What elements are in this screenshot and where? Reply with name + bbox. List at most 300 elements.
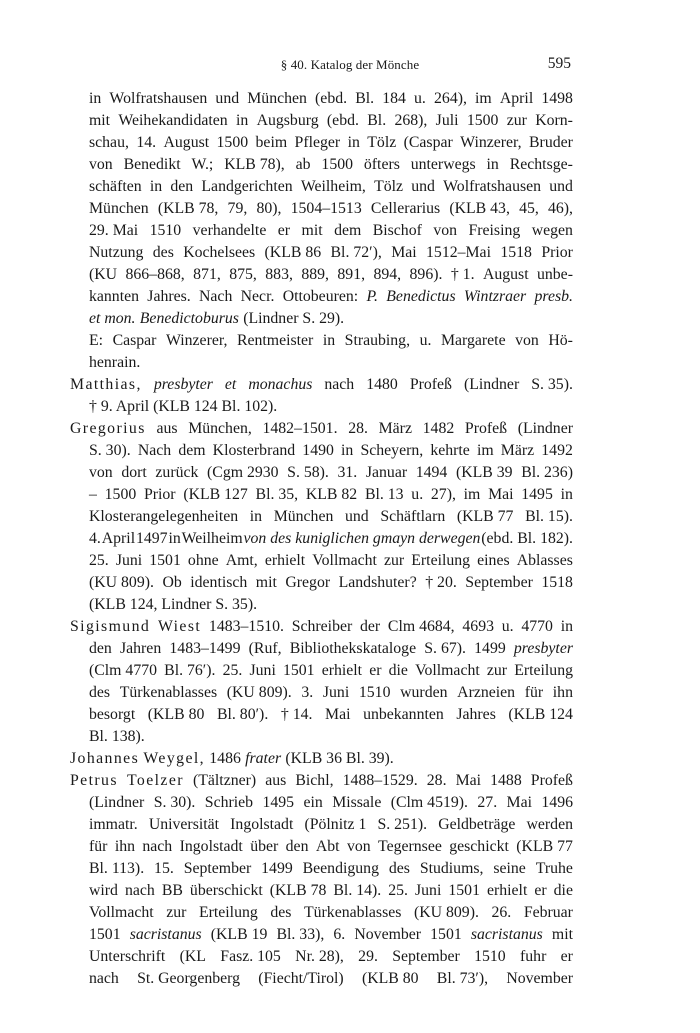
text-word: Freising: [468, 222, 521, 239]
text-word: KLB 82: [305, 486, 358, 503]
text-word: (KLB 86: [264, 244, 322, 261]
text-word: öfters: [363, 156, 400, 173]
text-word: 1501: [448, 882, 480, 899]
text-word: 896).: [409, 266, 443, 283]
text-word: Juni: [249, 662, 276, 679]
text-word: er: [534, 882, 547, 899]
text-word: † 9. April (KLB 124 Bl. 102).: [89, 398, 278, 415]
text-line: [70, 902, 573, 924]
text-word: 1498: [541, 90, 573, 107]
text-word: 4770: [521, 618, 553, 635]
text-word: (KLB 80: [361, 970, 419, 987]
text-word: Klosterangelegenheiten: [89, 508, 239, 525]
text-word: Bichl,: [295, 772, 334, 789]
text-word: aus: [265, 772, 287, 789]
text-word: 1492: [541, 442, 573, 459]
text-word: Universität: [148, 816, 220, 833]
text-word: er: [560, 948, 573, 965]
text-word: September: [183, 860, 252, 877]
text-word: BB: [161, 882, 183, 899]
text-word: 1510: [474, 948, 506, 965]
text-word: Ingolstadt: [179, 838, 243, 855]
text-word: 3.: [301, 684, 314, 701]
text-word: mit: [89, 112, 111, 129]
text-word: (Clm 4519).: [390, 794, 468, 811]
text-word: 1486: [209, 750, 241, 767]
text-word: S. 30).: [89, 442, 131, 459]
text-word: überschickt: [189, 882, 263, 899]
text-word: in: [560, 618, 573, 635]
text-word: München,: [188, 420, 252, 437]
text-word: Gregor: [285, 574, 331, 591]
text-word: Landgerichten: [201, 178, 293, 195]
text-word: 894,: [373, 266, 402, 283]
text-word: mit: [551, 926, 573, 943]
text-word: mit: [301, 222, 323, 239]
text-word: 184: [382, 90, 406, 107]
text-word: 1500: [216, 134, 249, 151]
text-line: [70, 88, 573, 110]
text-word: nach: [124, 882, 155, 899]
text-word: S. 35).: [531, 376, 573, 393]
text-word: Türkenablasses: [304, 904, 402, 921]
text-word: S. 58).: [287, 464, 329, 481]
text-word: des: [152, 244, 174, 261]
text-word: unbekannten: [363, 706, 444, 723]
text-word: Vollmacht: [89, 904, 154, 921]
italic-term: P.: [366, 288, 378, 305]
text-word: Bl. 15).: [525, 508, 573, 525]
text-word: St. Georgenberg: [137, 970, 241, 987]
text-word: Tölz: [374, 178, 404, 195]
text-word: 866–868,: [125, 266, 185, 283]
text-word: 25.: [89, 552, 109, 569]
text-word: September: [392, 948, 460, 965]
text-line: [70, 176, 573, 198]
text-word: (KLB 127: [183, 486, 248, 503]
text-line: [70, 594, 573, 616]
text-word: (KLB 77: [516, 838, 573, 855]
text-line: [70, 308, 573, 330]
text-word: 891,: [337, 266, 366, 283]
text-word: 28.: [348, 420, 368, 437]
italic-term: presbyter: [513, 640, 573, 657]
text-word: 45,: [519, 200, 539, 217]
text-word: Vollmacht: [312, 552, 377, 569]
text-word: nach: [142, 838, 173, 855]
text-word: Missale: [332, 794, 382, 811]
text-word: in: [560, 486, 573, 503]
entry-first-line: [70, 418, 573, 440]
text-word: Erteilung: [411, 552, 471, 569]
text-word: in: [486, 156, 499, 173]
text-word: 27.: [477, 794, 498, 811]
text-word: beim: [255, 134, 288, 151]
monk-name: Toelzer: [126, 772, 184, 789]
text-word: Februar: [523, 904, 573, 921]
text-word: von: [433, 222, 458, 239]
text-word: Tegernsee: [378, 838, 442, 855]
text-word: 26.: [491, 904, 512, 921]
text-word: (KLB 43,: [449, 200, 510, 217]
text-word: (Pölnitz 1: [304, 816, 367, 833]
text-word: unterwegs: [410, 156, 476, 173]
text-word: † 20.: [425, 574, 457, 591]
text-line: [70, 528, 573, 550]
text-word: ein: [303, 794, 323, 811]
text-word: Kochelsees: [183, 244, 256, 261]
text-word: dem: [334, 222, 362, 239]
monk-name: Matthias,: [70, 376, 142, 393]
text-line: [70, 396, 573, 418]
text-word: Benedikt: [123, 156, 181, 173]
text-word: (KLB 39: [455, 464, 513, 481]
monk-name: Gregorius: [70, 420, 146, 437]
text-line: [70, 132, 573, 154]
text-word: erhielt: [264, 552, 306, 569]
text-word: Mai: [455, 772, 482, 789]
text-line: [70, 968, 573, 990]
text-word: des: [89, 684, 111, 701]
text-word: 25.: [388, 882, 408, 899]
text-word: 1501: [89, 926, 121, 943]
text-line: [70, 440, 573, 462]
text-word: (KLB 80: [147, 706, 205, 723]
text-word: Klosterbrand: [212, 442, 296, 459]
text-word: über: [250, 838, 279, 855]
text-word: 46),: [547, 200, 573, 217]
italic-term: Benedictoburus: [139, 310, 239, 327]
text-word: 6.: [333, 926, 346, 943]
text-word: Bl. 76′).: [164, 662, 216, 679]
text-word: (KL: [179, 948, 206, 965]
text-word: Necr.: [240, 288, 275, 305]
text-word: 883,: [265, 266, 293, 283]
text-word: Beendigung: [302, 860, 379, 877]
text-word: Ingolstadt: [230, 816, 294, 833]
text-word: Korn-: [535, 112, 573, 129]
text-word: Weilheim: [181, 530, 243, 547]
text-word: ihn: [552, 684, 573, 701]
text-word: die: [553, 882, 573, 899]
text-word: und: [215, 90, 240, 107]
text-word: (Lindner: [463, 376, 520, 393]
text-word: 14.: [136, 134, 157, 151]
catalog-text-body: [70, 88, 573, 990]
text-word: er: [277, 222, 291, 239]
text-word: (KU 809).: [413, 904, 479, 921]
text-word: Schreiber: [291, 618, 353, 635]
text-word: Tölz: [367, 134, 397, 151]
text-word: (Tältzner): [193, 772, 257, 789]
text-word: 1494: [415, 464, 448, 481]
monk-name: Johannes: [70, 750, 140, 767]
text-word: 1496: [541, 794, 573, 811]
text-word: Bl. 33),: [276, 926, 325, 943]
text-word: zurück: [155, 464, 199, 481]
text-word: ihn: [114, 838, 135, 855]
text-word: der: [360, 618, 381, 635]
text-word: Erteilung: [514, 662, 573, 679]
text-word: Nr. 28),: [295, 948, 344, 965]
text-line: [70, 660, 573, 682]
text-word: Hö-: [548, 332, 573, 349]
text-word: 1490: [302, 442, 334, 459]
text-line: [70, 946, 573, 968]
text-word: 29. Mai: [89, 222, 139, 239]
text-word: eines: [477, 552, 510, 569]
text-word: 1500: [104, 486, 137, 503]
text-word: immatr.: [89, 816, 138, 833]
text-word: Mai: [325, 706, 351, 723]
text-word: Rentmeister: [236, 332, 314, 349]
monk-name: Petrus: [70, 772, 118, 789]
text-line: [70, 924, 573, 946]
text-word: Geldbeträge: [438, 816, 516, 833]
text-line: [70, 154, 573, 176]
text-line: [70, 792, 573, 814]
text-word: Juli: [435, 112, 459, 129]
text-word: 31.: [337, 464, 358, 481]
text-line: [70, 704, 573, 726]
text-word: 1480: [366, 376, 398, 393]
entry-first-line: [70, 770, 573, 792]
text-word: u.: [411, 486, 424, 503]
text-word: E:: [89, 332, 104, 349]
text-word: 1497: [135, 530, 168, 547]
text-word: März: [378, 420, 412, 437]
text-word: Mai: [506, 794, 532, 811]
text-word: Weilheim,: [300, 178, 366, 195]
text-word: zur: [486, 662, 508, 679]
text-word: dem: [178, 442, 206, 459]
text-word: (Fiecht/Tirol): [258, 970, 344, 987]
text-line: [70, 220, 573, 242]
text-word: 4.: [89, 530, 101, 547]
text-word: Mai: [488, 486, 514, 503]
text-word: Jahres.: [147, 288, 191, 305]
text-word: von: [89, 464, 113, 481]
text-word: W.;: [191, 156, 214, 173]
text-word: von: [346, 838, 371, 855]
text-word: (KU 809).: [226, 684, 292, 701]
text-word: 1510: [358, 684, 391, 701]
text-word: 1495: [262, 794, 295, 811]
text-word: September: [465, 574, 533, 591]
text-word: Schrieb: [204, 794, 254, 811]
text-word: er: [369, 662, 382, 679]
text-word: seine: [493, 860, 526, 877]
text-word: 80),: [256, 200, 282, 217]
text-word: (Ruf,: [248, 640, 282, 657]
text-word: 1499: [261, 860, 293, 877]
text-word: Jahren: [119, 640, 162, 657]
text-word: Augsburg: [256, 112, 319, 129]
text-line: [70, 330, 573, 352]
text-word: Juni: [322, 684, 350, 701]
text-line: [70, 110, 573, 132]
text-word: Bl. 236): [521, 464, 573, 481]
text-line: [70, 550, 573, 572]
text-word: ab: [295, 156, 311, 173]
text-word: (ebd.: [326, 112, 359, 129]
text-word: November: [354, 926, 422, 943]
text-word: (Clm 4770: [89, 662, 158, 679]
text-word: und: [344, 508, 369, 525]
text-word: (KLB 124, Lindner S. 35).: [89, 596, 258, 613]
text-line: [70, 462, 573, 484]
text-word: Landshuter?: [338, 574, 417, 591]
text-word: identisch: [190, 574, 248, 591]
text-word: Bl. 138).: [89, 728, 145, 745]
text-word: im: [475, 90, 492, 107]
text-word: und: [411, 178, 435, 195]
text-word: 1488: [490, 772, 522, 789]
text-word: für: [524, 684, 544, 701]
text-line: [70, 814, 573, 836]
text-word: 1499: [474, 640, 506, 657]
text-word: (KLB 78: [269, 882, 327, 899]
text-word: (Caspar: [403, 134, 453, 151]
text-word: November: [506, 970, 573, 987]
text-word: Bl. 73′),: [436, 970, 489, 987]
text-word: 889,: [301, 266, 329, 283]
text-word: (ebd. Bl. 182).: [481, 530, 573, 547]
text-word: Bl. 80′).: [216, 706, 269, 723]
text-word: 28.: [426, 772, 447, 789]
text-word: 875,: [229, 266, 257, 283]
text-word: 1483–1499: [169, 640, 241, 657]
text-word: dort: [121, 464, 147, 481]
text-word: S. 30).: [153, 794, 196, 811]
text-word: im: [463, 486, 481, 503]
text-word: (ebd.: [315, 90, 348, 107]
text-word: zur: [384, 552, 405, 569]
italic-term: Benedictus: [386, 288, 456, 305]
text-word: Ottobeuren:: [282, 288, 359, 305]
text-word: –: [89, 486, 97, 503]
text-word: und: [549, 178, 573, 195]
text-word: Nach: [137, 442, 172, 459]
text-word: schau,: [89, 134, 129, 151]
text-word: u.: [414, 90, 426, 107]
text-word: KLB 78),: [224, 156, 285, 173]
text-word: Jahres: [456, 706, 496, 723]
text-word: (KLB 78,: [157, 200, 219, 217]
text-word: 4693: [462, 618, 494, 635]
text-word: besorgt: [89, 706, 136, 723]
text-word: Juni: [115, 552, 143, 569]
text-word: Studiums,: [419, 860, 484, 877]
text-word: den: [285, 838, 309, 855]
italic-term: sacristanus: [470, 926, 543, 943]
text-word: (Cgm 2930: [207, 464, 279, 481]
text-word: in: [168, 530, 181, 547]
text-word: in: [149, 178, 163, 195]
text-word: 25.: [222, 662, 243, 679]
text-word: in: [341, 442, 354, 459]
text-word: mit: [255, 574, 277, 591]
text-line: [70, 836, 573, 858]
text-word: henrain.: [89, 354, 141, 371]
text-word: geschickt: [449, 838, 509, 855]
text-line: [70, 264, 573, 286]
text-word: Bl. 14).: [333, 882, 382, 899]
text-word: 79,: [227, 200, 248, 217]
text-word: München: [273, 508, 334, 525]
text-word: kehrte: [430, 442, 470, 459]
text-word: Bischof: [372, 222, 422, 239]
text-word: (KLB 124: [508, 706, 573, 723]
italic-term: et mon.: [89, 310, 136, 327]
italic-term: von des kuniglichen gmayn derwegen: [243, 530, 481, 547]
text-line: [70, 682, 573, 704]
text-word: Scheyern,: [360, 442, 424, 459]
text-word: Winzerer,: [165, 332, 228, 349]
italic-term: presb.: [534, 288, 573, 305]
text-word: 1510: [149, 222, 182, 239]
running-header: [0, 55, 700, 77]
text-word: nach: [89, 970, 119, 987]
text-word: Weihekandidaten: [118, 112, 228, 129]
text-word: Profeß: [464, 420, 508, 437]
text-word: Wolfratshausen: [443, 178, 542, 195]
text-word: 1483–1510.: [208, 618, 284, 635]
text-word: 1501: [282, 662, 315, 679]
text-word: nach: [324, 376, 355, 393]
text-word: Schäftlarn: [380, 508, 446, 525]
text-word: 1482: [422, 420, 455, 437]
text-word: Bl. 13: [364, 486, 404, 503]
text-word: Türkenablasses: [119, 684, 218, 701]
text-word: S. 251).: [377, 816, 428, 833]
monk-name: Sigismund: [70, 618, 151, 635]
text-word: Bl. 35,: [255, 486, 299, 503]
text-word: † 14.: [280, 706, 313, 723]
text-word: Nach: [199, 288, 233, 305]
text-word: Juni: [415, 882, 442, 899]
text-word: März: [500, 442, 535, 459]
text-word: von: [89, 156, 113, 173]
entry-first-line: [70, 748, 573, 770]
text-word: 1518: [541, 574, 573, 591]
text-word: Abt: [315, 838, 340, 855]
text-word: wegen: [531, 222, 573, 239]
text-word: Pfleger: [294, 134, 341, 151]
text-line: [70, 638, 573, 660]
text-word: zur: [166, 904, 187, 921]
page-number: 595: [547, 55, 571, 72]
text-word: zur: [506, 112, 527, 129]
text-word: des: [270, 904, 292, 921]
text-word: April: [101, 530, 136, 547]
text-word: (Lindner: [517, 420, 573, 437]
text-word: 1500: [321, 156, 354, 173]
text-word: wurden: [400, 684, 448, 701]
text-word: Ablasses: [516, 552, 573, 569]
text-word: 1518: [500, 244, 532, 261]
text-word: 264),: [434, 90, 467, 107]
text-word: Nutzung: [89, 244, 144, 261]
text-word: für: [89, 838, 108, 855]
text-word: 268),: [394, 112, 428, 129]
text-word: Caspar: [112, 332, 157, 349]
text-word: aus: [156, 420, 178, 437]
text-word: Fasz. 105: [220, 948, 281, 965]
text-word: 15.: [154, 860, 174, 877]
text-word: Ob: [162, 574, 182, 591]
text-word: Bl. 72′),: [330, 244, 382, 261]
